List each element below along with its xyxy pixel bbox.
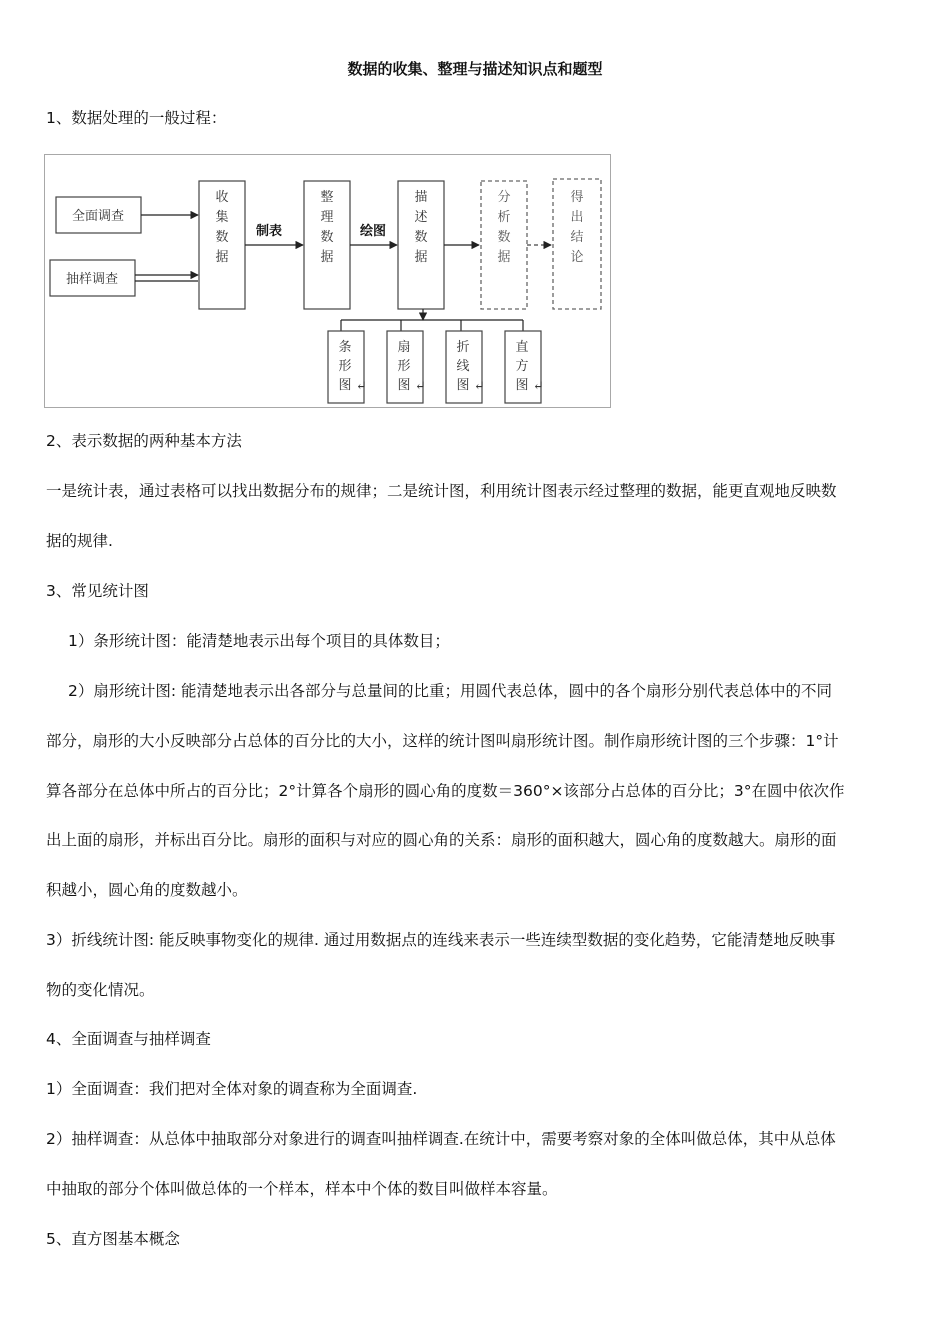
pie-chart-char-1: 扇 (397, 340, 411, 355)
collect-char-1: 收 (215, 190, 229, 205)
line-chart-box (446, 331, 485, 403)
section-1-heading: 1、数据处理的一般过程： (46, 109, 227, 127)
bar-chart-item: 1）条形统计图：能清楚地表示出每个项目的具体数目； (68, 632, 450, 650)
data-process-diagram (44, 154, 611, 408)
histogram-box (505, 331, 544, 403)
analyze-char-4: 据 (497, 250, 511, 265)
analyze-char-2: 析 (497, 210, 511, 225)
paragraph-line: 算各部分在总体中所占的百分比；2°计算各个扇形的圆心角的度数＝360°×该部分占总体的百分比；3°在圆中依次作 (46, 782, 845, 800)
pie-chart-char-3: 图 (397, 378, 411, 393)
paragraph-line: 出上面的扇形，并标出百分比。扇形的面积与对应的圆心角的关系：扇形的面积越大，圆心角的度数越大。扇形的面 (46, 831, 837, 849)
describe-data-box (398, 181, 444, 309)
analyze-char-1: 分 (497, 190, 511, 205)
paragraph-line: 物的变化情况。 (46, 981, 155, 999)
tabulate-label: 制表 (255, 224, 283, 239)
bar-chart-char-3: 图 (338, 378, 352, 393)
sample-survey-box (50, 260, 135, 296)
pie-chart-char-2: 形 (397, 359, 411, 374)
paragraph-mark-icon: ↵ (474, 379, 485, 394)
histogram-char-2: 方 (515, 359, 529, 374)
analyze-data-box (481, 181, 527, 309)
conclude-char-3: 结 (570, 230, 584, 245)
describe-char-1: 描 (414, 190, 428, 205)
line-chart-char-1: 折 (456, 340, 470, 355)
document-title: 数据的收集、整理与描述知识点和题型 (347, 60, 603, 78)
paragraph-line: 一是统计表，通过表格可以找出数据分布的规律；二是统计图，利用统计图表示经过整理的数据，能更直观地反映数 (46, 482, 837, 500)
paragraph-line: 中抽取的部分个体叫做总体的一个样本，样本中个体的数目叫做样本容量。 (46, 1180, 558, 1198)
full-survey-label: 全面调查 (71, 209, 125, 224)
bar-chart-char-2: 形 (338, 359, 352, 374)
organize-char-1: 整 (320, 190, 334, 205)
paragraph-line: 据的规律. (46, 532, 113, 550)
bar-chart-char-1: 条 (338, 340, 352, 355)
pie-chart-box (387, 331, 426, 403)
describe-char-2: 述 (414, 210, 428, 225)
sample-survey-item: 2）抽样调查：从总体中抽取部分对象进行的调查叫抽样调查.在统计中，需要考察对象的全体叫做总体，其中从总体 (46, 1130, 836, 1148)
describe-char-4: 据 (414, 250, 428, 265)
section-3-heading: 3、常见统计图 (46, 582, 149, 600)
full-survey-box (56, 197, 141, 233)
line-chart-item: 3）折线统计图: 能反映事物变化的规律. 通过用数据点的连线来表示一些连续型数据的变化趋势，它能清楚地反映事 (46, 931, 836, 949)
paragraph-mark-icon: ↵ (356, 379, 367, 394)
sample-survey-label: 抽样调查 (65, 272, 119, 287)
bar-chart-box (328, 331, 367, 403)
paragraph-line: 部分，扇形的大小反映部分占总体的百分比的大小，这样的统计图叫扇形统计图。制作扇形统计图的三个步骤：1°计 (46, 732, 839, 750)
collect-char-4: 据 (215, 250, 229, 265)
organize-data-box (304, 181, 350, 309)
collect-char-2: 集 (215, 210, 229, 225)
conclude-char-4: 论 (570, 250, 584, 265)
paragraph-mark-icon: ↵ (415, 379, 426, 394)
organize-char-4: 据 (320, 250, 334, 265)
conclude-box (553, 179, 601, 309)
paragraph-mark-icon: ↵ (533, 379, 544, 394)
paragraph-line: 积越小，圆心角的度数越小。 (46, 881, 248, 899)
section-4-heading: 4、全面调查与抽样调查 (46, 1030, 211, 1048)
histogram-char-1: 直 (515, 340, 529, 355)
collect-data-box (199, 181, 245, 309)
conclude-char-2: 出 (570, 210, 584, 225)
pie-chart-item: 2）扇形统计图: 能清楚地表示出各部分与总量间的比重；用圆代表总体，圆中的各个扇形分别代表总体中的不同 (68, 682, 833, 700)
conclude-char-1: 得 (570, 190, 584, 205)
full-survey-item: 1）全面调查：我们把对全体对象的调查称为全面调查. (46, 1080, 418, 1098)
collect-char-3: 数 (215, 230, 229, 245)
describe-char-3: 数 (414, 230, 428, 245)
organize-char-3: 数 (320, 230, 334, 245)
analyze-char-3: 数 (497, 230, 511, 245)
organize-char-2: 理 (320, 210, 334, 225)
histogram-char-3: 图 (515, 378, 529, 393)
line-chart-char-2: 线 (456, 359, 470, 374)
section-2-heading: 2、表示数据的两种基本方法 (46, 432, 242, 450)
section-5-heading: 5、直方图基本概念 (46, 1230, 180, 1248)
line-chart-char-3: 图 (456, 378, 470, 393)
draw-chart-label: 绘图 (359, 224, 387, 239)
